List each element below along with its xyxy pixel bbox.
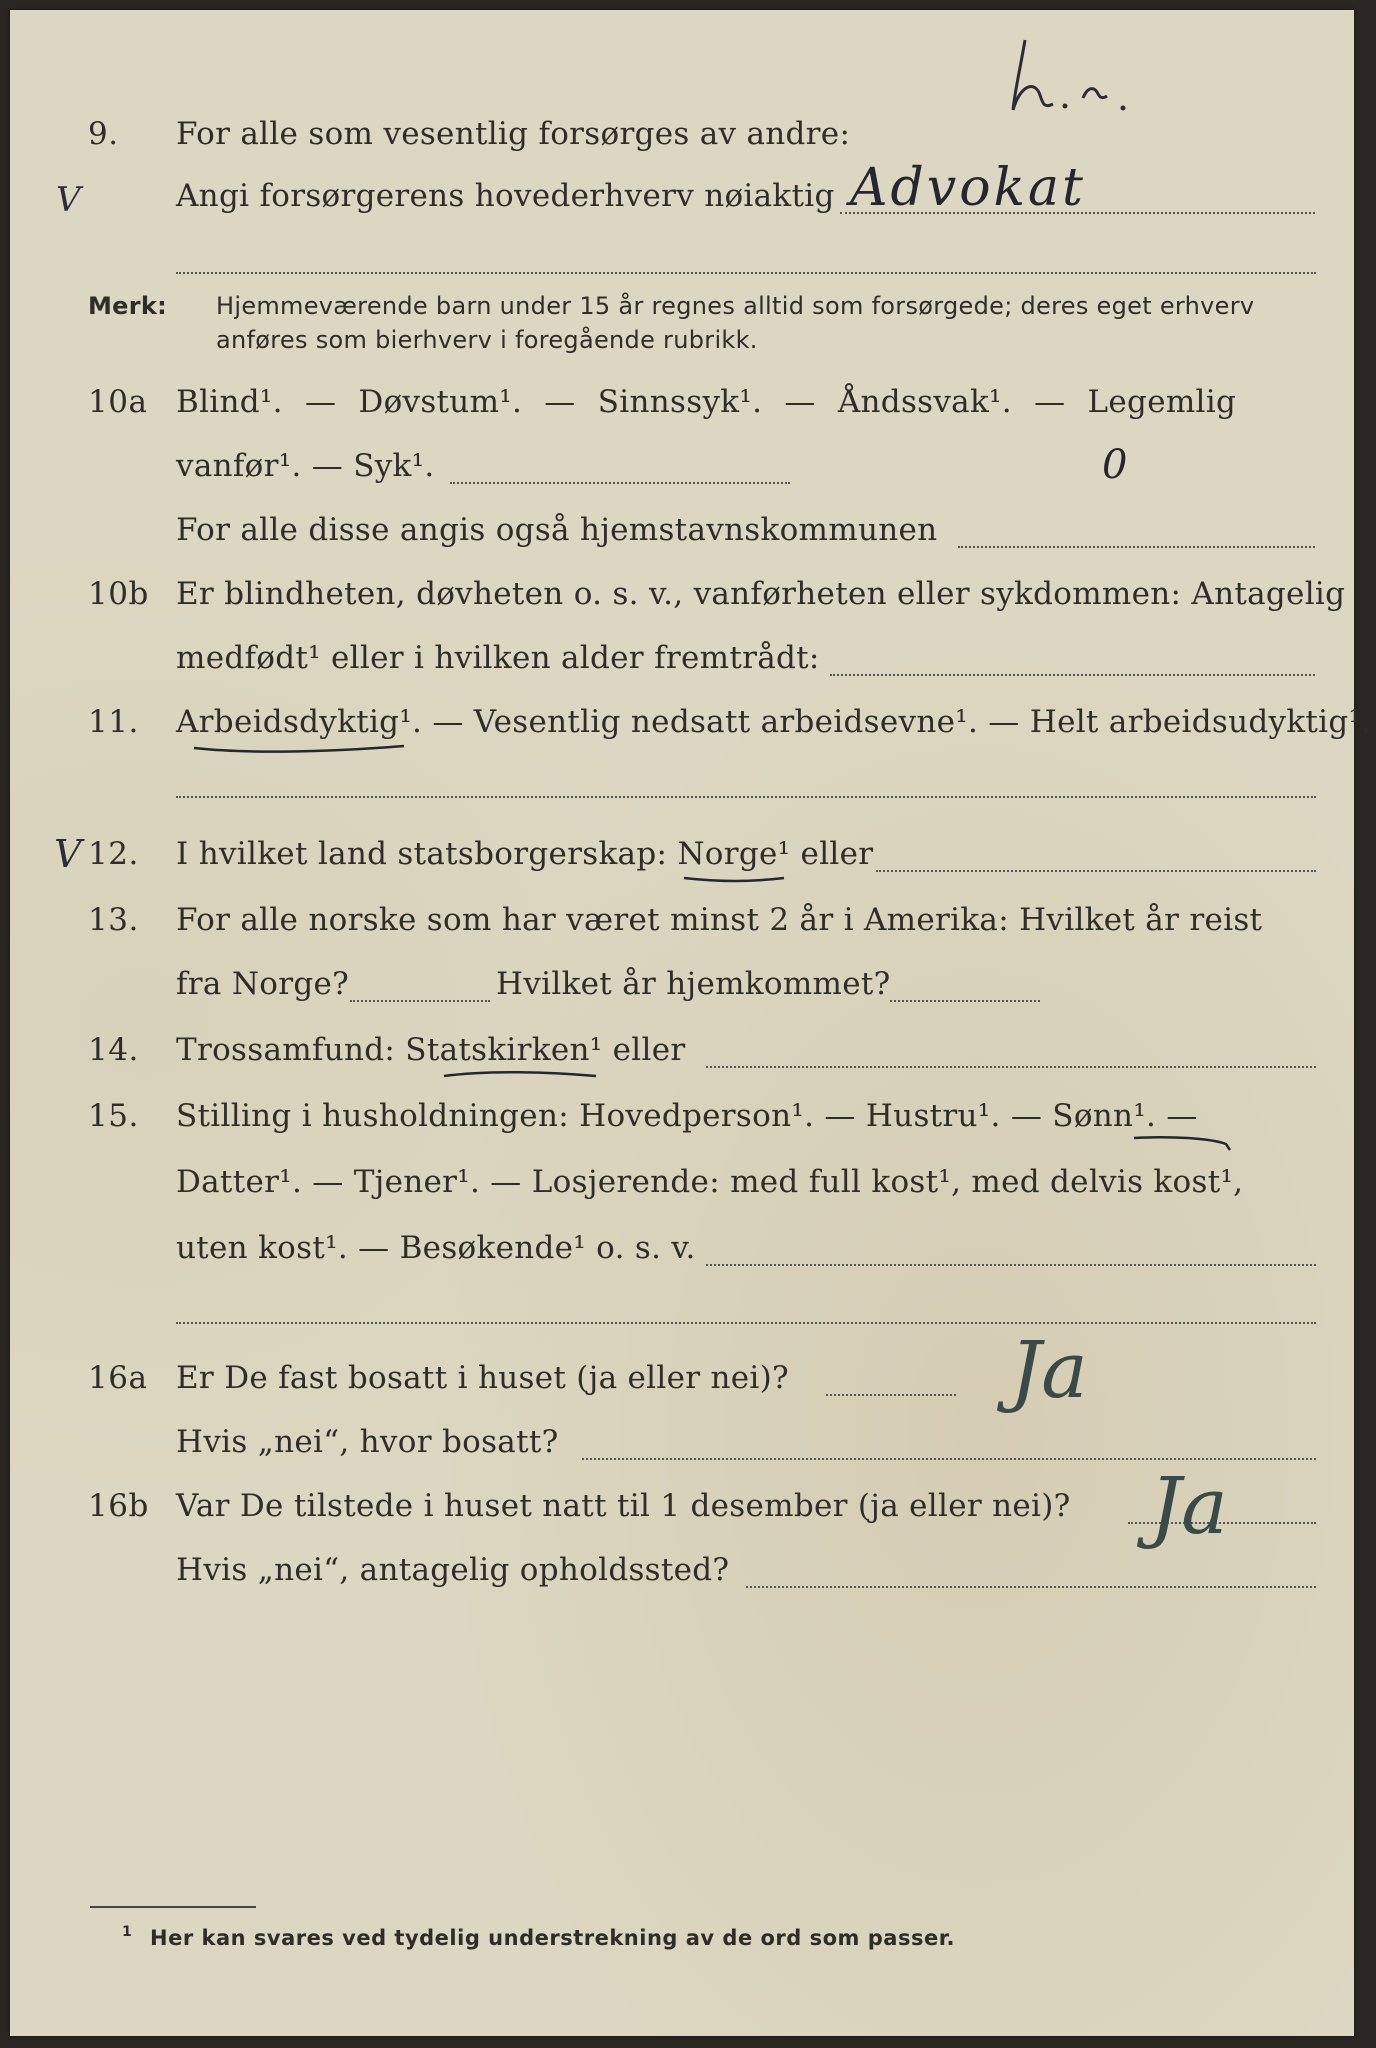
- question-text: Angi forsørgerens hovederhverv nøiaktig: [176, 178, 835, 214]
- question-text: Blind¹. — Døvstum¹. — Sinnssyk¹. — Åndssvak¹. — Legemlig: [176, 384, 1237, 420]
- question-text: I hvilket land statsborgerskap: Norge¹ eller: [176, 836, 874, 872]
- note-text: anføres som bierhverv i foregående rubrikk.: [216, 326, 758, 354]
- answer-line: [176, 272, 1316, 274]
- question-15: [10, 1092, 1354, 1142]
- margin-check-mark: V: [54, 832, 82, 876]
- question-10a: [10, 378, 1354, 428]
- census-form-page: [10, 10, 1372, 2036]
- question-text: Datter¹. — Tjener¹. — Losjerende: med full kost¹, med delvis kost¹,: [176, 1164, 1244, 1200]
- answer-line: [176, 1322, 1316, 1324]
- question-text: Arbeidsdyktig¹. — Vesentlig nedsatt arbeidsevne¹. — Helt arbeidsudyktig¹.: [176, 704, 1372, 740]
- question-9-line2: [10, 158, 1354, 222]
- answer-line: [176, 796, 1316, 798]
- question-text: Var De tilstede i huset natt til 1 desember (ja eller nei)?: [176, 1488, 1071, 1524]
- answer-line: [826, 1394, 956, 1396]
- question-text: medfødt¹ eller i hvilken alder fremtrådt:: [176, 640, 820, 676]
- question-number: 11.: [88, 704, 139, 740]
- note-text: Hjemmeværende barn under 15 år regnes alltid som forsørgede; deres eget erhverv: [216, 292, 1255, 320]
- question-text: fra Norge?: [176, 966, 350, 1002]
- question-text: vanfør¹. — Syk¹.: [176, 448, 435, 484]
- footnote-rule: [90, 1906, 256, 1908]
- question-text: Er De fast bosatt i huset (ja eller nei)?: [176, 1360, 789, 1396]
- question-text: For alle disse angis også hjemstavnskommunen: [176, 512, 938, 548]
- answer-line: [746, 1586, 1316, 1588]
- answer-line: [890, 1000, 1040, 1002]
- question-number: 10b: [88, 576, 149, 612]
- question-10a-line3: [10, 506, 1354, 556]
- question-number: 13.: [88, 902, 139, 938]
- question-text: Hvis „nei“, antagelig opholdssted?: [176, 1552, 730, 1588]
- question-text: Er blindheten, døvheten o. s. v., vanførheten eller sykdommen: Antagelig: [176, 576, 1346, 612]
- handwritten-underline: [190, 740, 410, 756]
- question-number: 16a: [88, 1360, 148, 1396]
- handwritten-answer-zero: 0: [1102, 442, 1128, 488]
- question-number: 9.: [88, 116, 119, 152]
- question-13-line2: [10, 960, 1354, 1010]
- question-10a-line2: [10, 442, 1354, 492]
- answer-line: [582, 1458, 1316, 1460]
- question-11: [10, 698, 1372, 748]
- handwritten-answer-occupation: Advokat: [850, 158, 1086, 218]
- answer-line: [876, 870, 1316, 872]
- footnote-mark: 1: [122, 1924, 133, 1940]
- handwritten-answer-ja: Ja: [1010, 1326, 1088, 1416]
- answer-line: [706, 1264, 1316, 1266]
- question-number: 16b: [88, 1488, 149, 1524]
- question-text: uten kost¹. — Besøkende¹ o. s. v.: [176, 1230, 696, 1266]
- question-text: For alle som vesentlig forsørges av andre:: [176, 116, 851, 152]
- question-text: Hvilket år hjemkommet?: [496, 966, 891, 1002]
- question-16b-line2: [10, 1546, 1354, 1596]
- question-number: 15.: [88, 1098, 139, 1134]
- handwritten-answer-ja: Ja: [1150, 1462, 1228, 1552]
- handwritten-underline: [1130, 1132, 1240, 1152]
- question-text: Stilling i husholdningen: Hovedperson¹. — Hustru¹. — Sønn¹. —: [176, 1098, 1198, 1134]
- question-15-line3: [10, 1224, 1354, 1274]
- footnote-text: Her kan svares ved tydelig understrekning av de ord som passer.: [150, 1926, 956, 1950]
- question-9: [10, 110, 1354, 160]
- question-10b: [10, 570, 1354, 620]
- question-16b: [10, 1462, 1354, 1552]
- answer-line: [958, 546, 1315, 548]
- question-text: For alle norske som har været minst 2 år i Amerika: Hvilket år reist: [176, 902, 1263, 938]
- note-label: Merk:: [88, 292, 168, 320]
- question-14: [10, 1026, 1354, 1076]
- answer-line: [830, 674, 1315, 676]
- answer-line: [350, 1000, 490, 1002]
- footnote: [10, 1916, 1354, 1966]
- question-text: Hvis „nei“, hvor bosatt?: [176, 1424, 559, 1460]
- question-16a-line2: [10, 1418, 1354, 1468]
- question-15-line2: [10, 1158, 1354, 1208]
- note-merk-line2: [10, 318, 1354, 368]
- handwritten-underline: [680, 872, 790, 886]
- question-text: Trossamfund: Statskirken¹ eller: [176, 1032, 686, 1068]
- handwritten-underline: [440, 1066, 600, 1082]
- question-13: [10, 896, 1354, 946]
- question-12: [10, 830, 1354, 880]
- question-number: 14.: [88, 1032, 139, 1068]
- question-number: 12.: [88, 836, 139, 872]
- question-10b-line2: [10, 634, 1354, 684]
- answer-line: [706, 1066, 1316, 1068]
- question-number: 10a: [88, 384, 148, 420]
- question-16a: [10, 1326, 1354, 1416]
- margin-check-mark: V: [56, 180, 81, 220]
- answer-line: [450, 482, 790, 484]
